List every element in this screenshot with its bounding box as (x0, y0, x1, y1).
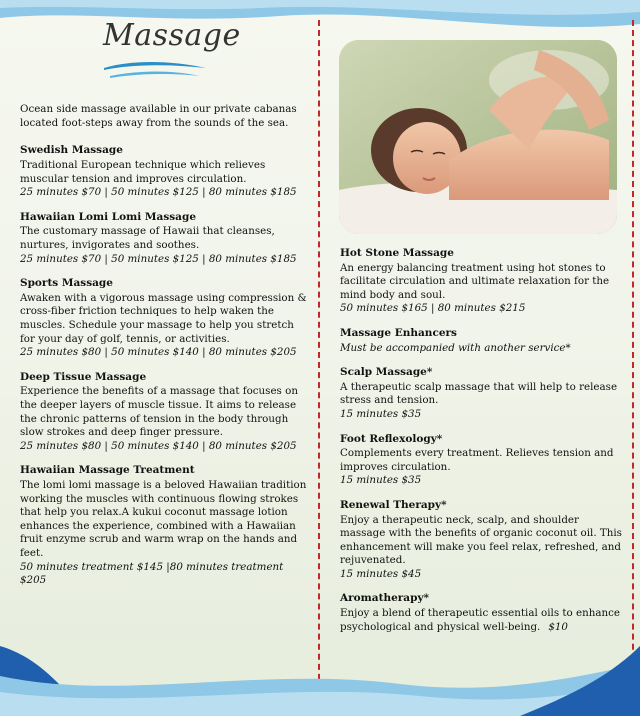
right-column (340, 247, 625, 645)
service-hot-stone-massage (340, 247, 625, 316)
service-description: Awaken with a vigorous massage using compression & cross-fiber friction techniques to help waken the muscles. Schedule your massage to help you stretch for your day of golf, tennis, or activities. (20, 291, 307, 345)
service-prices: 25 minutes $70 | 50 minutes $125 | 80 minutes $185 (20, 252, 297, 265)
service-prices: 25 minutes $70 | 50 minutes $125 | 80 minutes $185 (20, 186, 297, 199)
service-description: The customary massage of Hawaii that cleanses, nurtures, invigorates and soothes. (20, 225, 275, 252)
service-hawaiian-lomi-lomi-massage (20, 211, 310, 266)
service-name: Foot Reflexology* (340, 432, 443, 445)
service-prices: 50 minutes treatment $145 |80 minutes treatment $205 (20, 560, 284, 587)
service-name: Scalp Massage* (340, 366, 433, 379)
service-hawaiian-massage-treatment (20, 464, 310, 587)
service-renewal-therapy (340, 499, 625, 582)
service-name: Sports Massage (20, 277, 113, 290)
service-description: Complements every treatment. Relieves tension and improves circulation. (340, 447, 614, 473)
top-wave-decoration (0, 0, 640, 40)
service-name: Renewal Therapy* (340, 498, 447, 511)
service-massage-enhancers (340, 327, 625, 355)
service-prices: Must be accompanied with another service* (340, 341, 571, 354)
service-name: Swedish Massage (20, 144, 123, 157)
service-prices: 15 minutes $45 (340, 567, 422, 580)
page-title: Massage (103, 18, 241, 53)
service-swedish-massage (20, 144, 310, 199)
service-prices: $10 (548, 620, 568, 633)
title-swoosh-decoration (100, 58, 210, 88)
left-service-list (20, 144, 310, 587)
service-description: A therapeutic scalp massage that will help to release stress and tension. (340, 380, 618, 407)
right-edge-rule (632, 20, 634, 700)
intro-text: Ocean side massage available in our private cabanas located foot-steps away from the sounds of the sea. (20, 103, 297, 129)
service-prices: 25 minutes $80 | 50 minutes $140 | 80 minutes $205 (20, 439, 297, 452)
service-description: Traditional European technique which relieves muscular tension and improves circulation. (20, 159, 266, 185)
massage-photo (339, 40, 617, 234)
service-prices: 50 minutes $165 | 80 minutes $215 (340, 302, 526, 315)
bottom-wave-decoration (0, 606, 640, 716)
right-service-list (340, 247, 625, 634)
service-name: Massage Enhancers (340, 326, 457, 339)
service-prices: 25 minutes $80 | 50 minutes $140 | 80 minutes $205 (20, 346, 297, 359)
service-scalp-massage (340, 366, 625, 421)
service-description: The lomi lomi massage is a beloved Hawaiian tradition working the muscles with continuous flowing strokes that help you relax.A kukui coconut massage lotion enhances the experience, combined with a Hawaiian fruit enzyme scrub and warm wrap on the hands and feet. (20, 478, 307, 559)
service-description: Enjoy a therapeutic neck, scalp, and shoulder massage with the benefits of organic coconut oil. This enhancement will make you feel relax, refreshed, and rejuvenated. (340, 513, 622, 567)
service-prices: 15 minutes $35 (340, 407, 422, 420)
left-column (20, 93, 310, 599)
service-description: Experience the benefits of a massage that focuses on the deeper layers of muscle tissue. It aims to release the chronic patterns of tension in the body through slow strokes and deep finger pressure. (20, 385, 298, 439)
service-name: Hawaiian Lomi Lomi Massage (20, 210, 196, 223)
service-name: Hawaiian Massage Treatment (20, 464, 195, 477)
service-name: Hot Stone Massage (340, 247, 454, 259)
service-deep-tissue-massage (20, 371, 310, 454)
column-divider (318, 20, 320, 700)
service-name: Deep Tissue Massage (20, 370, 147, 383)
service-prices: 15 minutes $35 (340, 474, 422, 487)
service-sports-massage (20, 277, 310, 360)
service-description: An energy balancing treatment using hot stones to facilitate circulation and ultimate relaxation for the mind body and soul. (340, 261, 610, 301)
service-description: Enjoy a blend of therapeutic essential oils to enhance psychological and physical well-being. (340, 607, 620, 633)
service-name: Aromatherapy* (340, 592, 430, 605)
service-foot-reflexology (340, 433, 625, 488)
